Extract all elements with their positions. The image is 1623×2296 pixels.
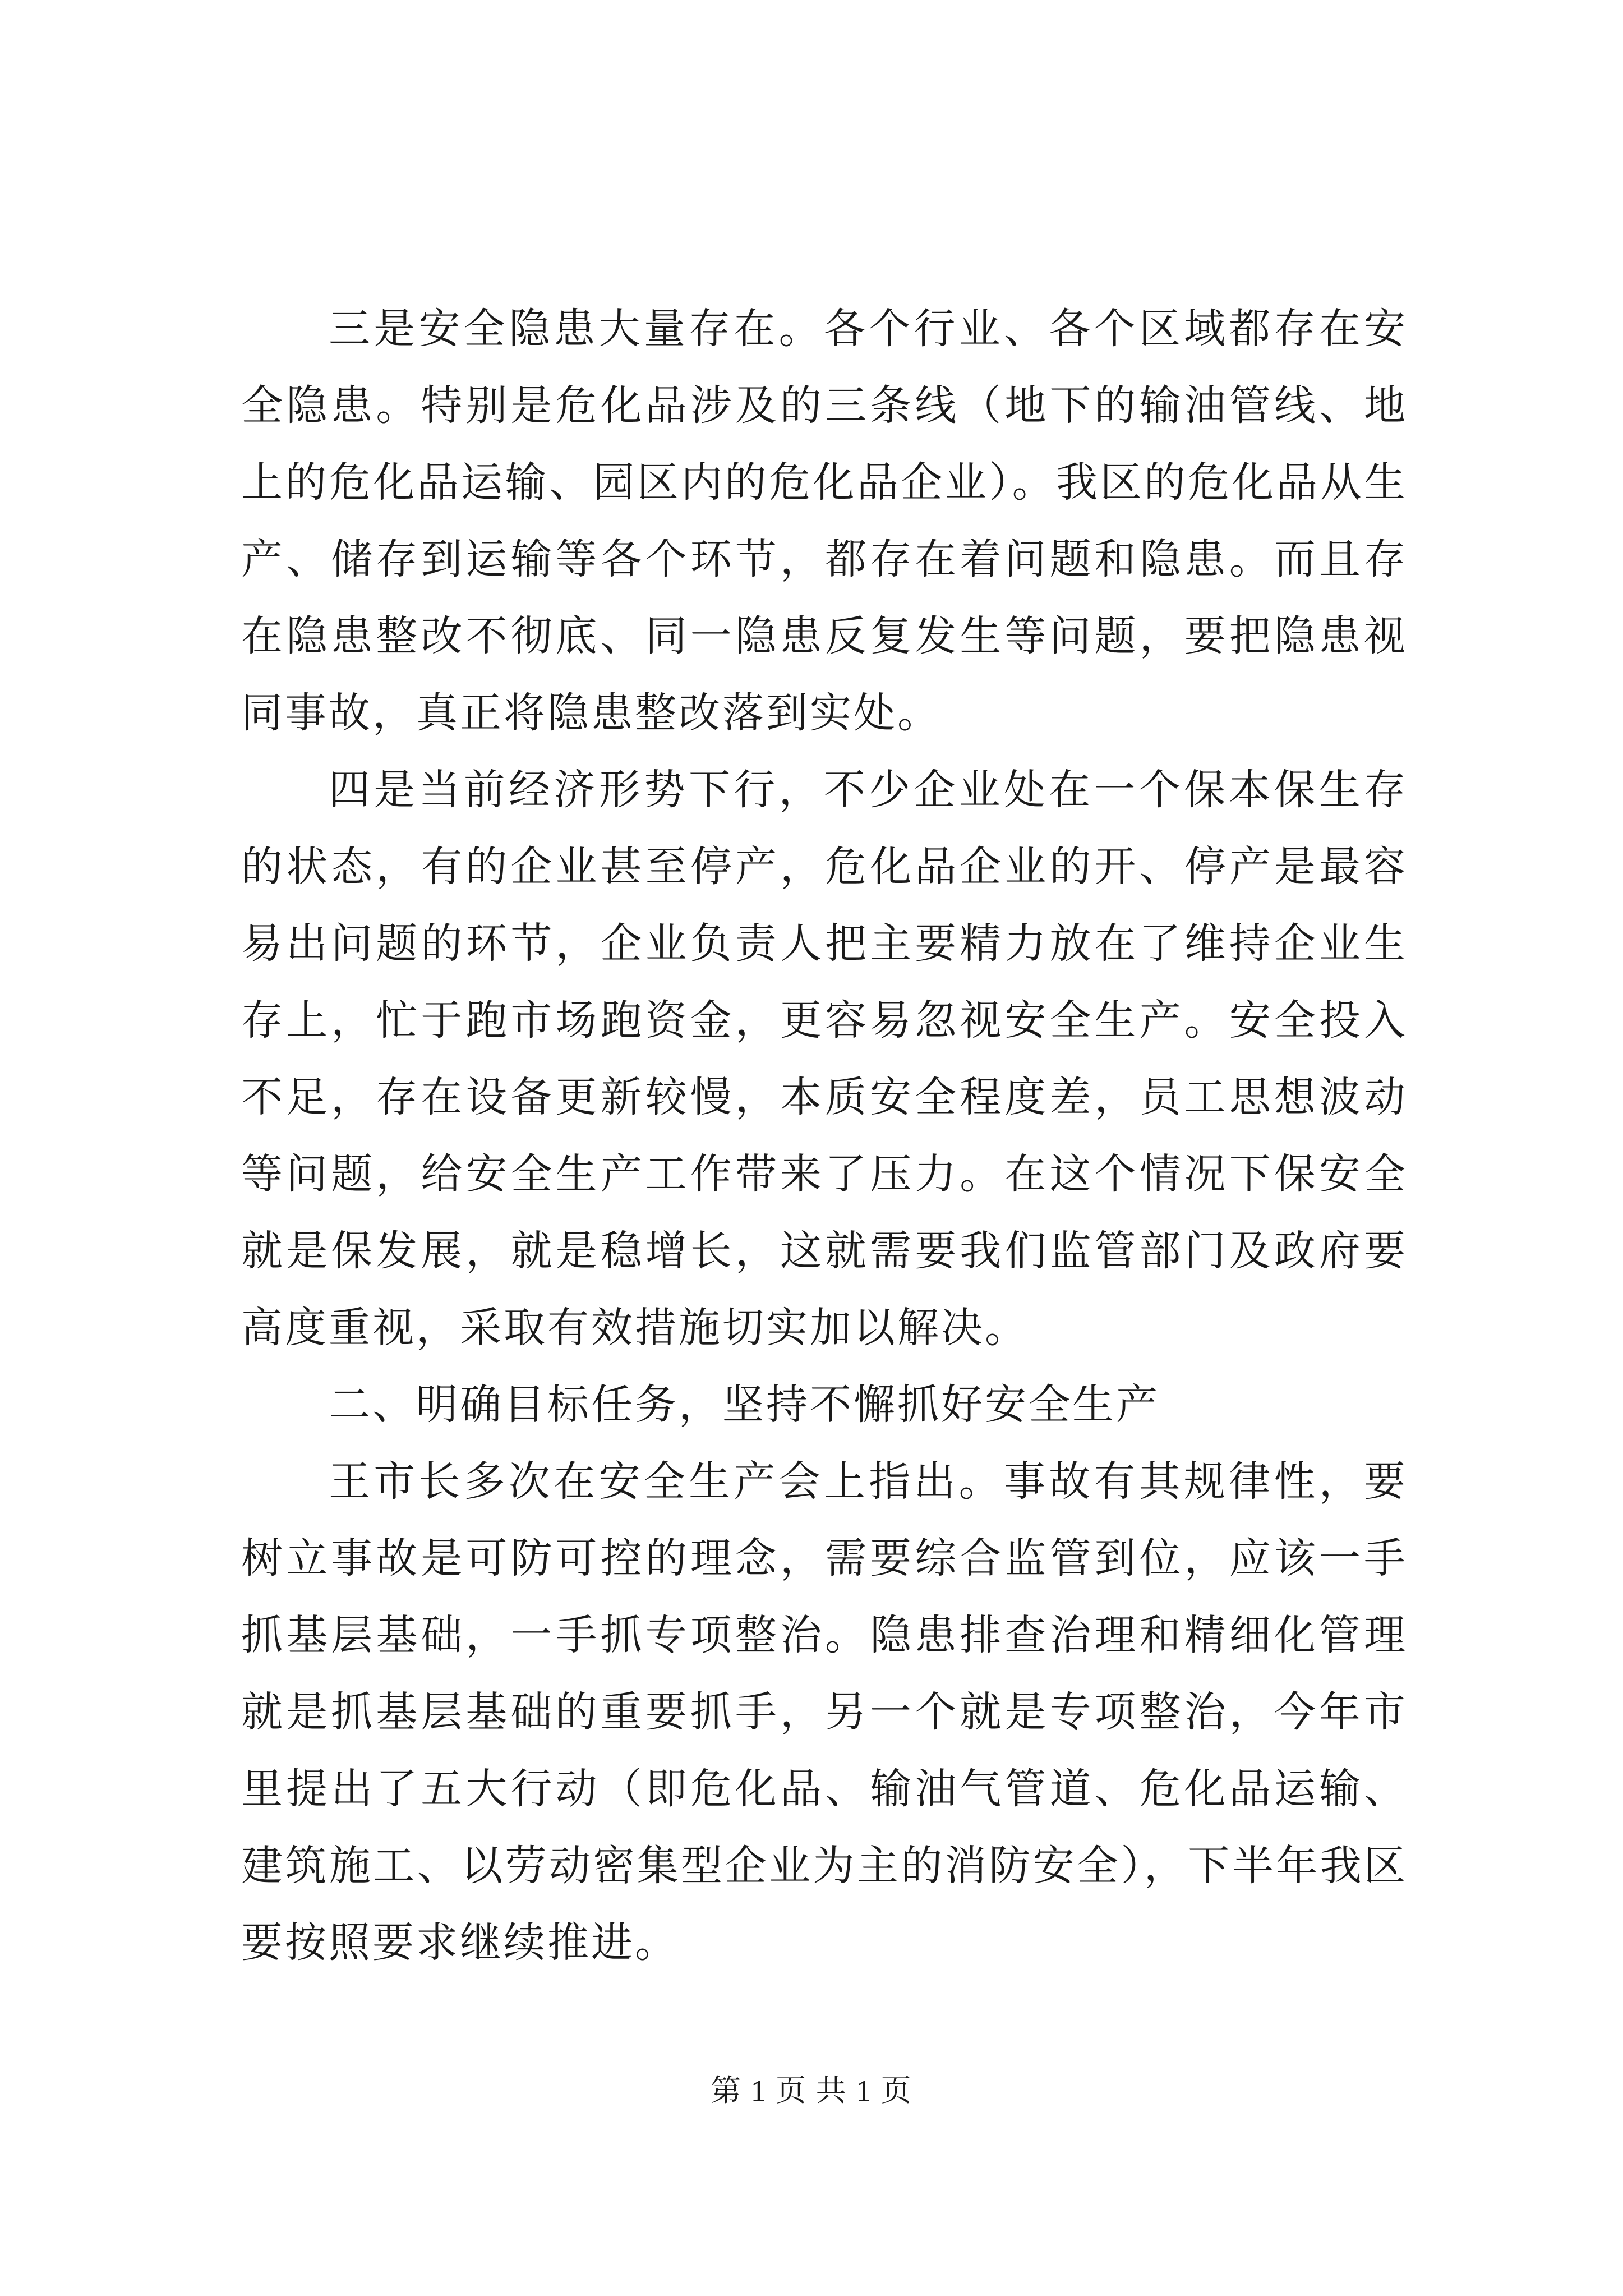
paragraph-mayor-remarks: 王市长多次在安全生产会上指出。事故有其规律性，要树立事故是可防可控的理念，需要综合监管到位，应该一手抓基层基础，一手抓专项整治。隐患排查治理和精细化管理就是抓基层基础的重要抓手，另一个就是专项整治，今年市里提出了五大行动（即危化品、输油气管道、危化品运输、建筑施工、以劳动密集型企业为主的消防安全），下半年我区要按照要求继续推进。 xyxy=(241,1457,1408,1967)
section-heading: 二、明确目标任务，坚持不懈抓好安全生产 xyxy=(329,1381,1160,1429)
page-footer: 第 1 页 共 1 页 xyxy=(711,2074,912,2108)
document-body xyxy=(241,291,1408,1981)
paragraph-hidden-dangers: 三是安全隐患大量存在。各个行业、各个区域都存在安全隐患。特别是危化品涉及的三条线（地下的输油管线、地上的危化品运输、园区内的危化品企业）。我区的危化品从生产、储存到运输等各个环节，都存在着问题和隐患。而且存在隐患整改不彻底、同一隐患反复发生等问题，要把隐患视同事故，真正将隐患整改落到实处。 xyxy=(241,305,1408,737)
paragraph-economic-situation: 四是当前经济形势下行，不少企业处在一个保本保生存的状态，有的企业甚至停产，危化品企业的开、停产是最容易出问题的环节，企业负责人把主要精力放在了维持企业生存上，忙于跑市场跑资金，更容易忽视安全生产。安全投入不足，存在设备更新较慢，本质安全程度差，员工思想波动等问题，给安全生产工作带来了压力。在这个情况下保安全就是保发展，就是稳增长，这就需要我们监管部门及政府要高度重视，采取有效措施切实加以解决。 xyxy=(241,766,1408,1352)
